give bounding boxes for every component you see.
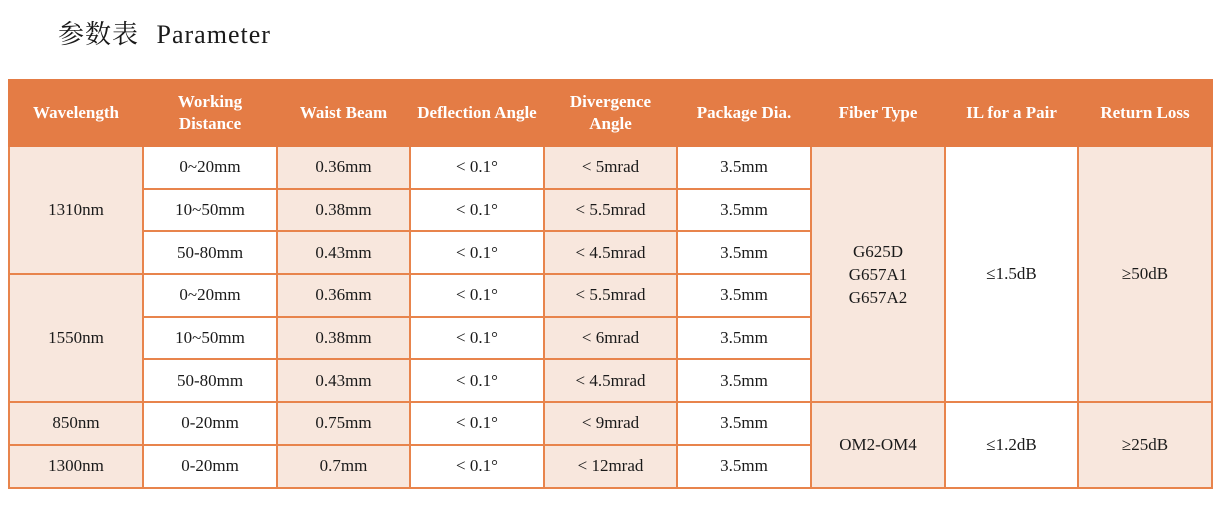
header-working-distance: Working Distance (143, 80, 277, 146)
cell-deflection-angle: < 0.1° (410, 146, 544, 189)
cell-waist-beam: 0.36mm (277, 274, 410, 317)
cell-deflection-angle: < 0.1° (410, 274, 544, 317)
cell-il-for-a-pair: ≤1.2dB (945, 402, 1078, 487)
cell-deflection-angle: < 0.1° (410, 317, 544, 360)
cell-waist-beam: 0.38mm (277, 317, 410, 360)
header-il-for-a-pair: IL for a Pair (945, 80, 1078, 146)
cell-fiber-type (811, 402, 945, 487)
cell-deflection-angle: < 0.1° (410, 359, 544, 402)
cell-working-distance: 0-20mm (143, 402, 277, 445)
cell-package-dia: 3.5mm (677, 189, 811, 232)
cell-divergence-angle: < 5mrad (544, 146, 677, 189)
cell-deflection-angle: < 0.1° (410, 231, 544, 274)
cell-return-loss: ≥50dB (1078, 146, 1212, 402)
cell-divergence-angle: < 12mrad (544, 445, 677, 488)
fiber-type-item: G657A1 (848, 264, 908, 284)
table-header-row (9, 80, 1212, 146)
cell-package-dia: 3.5mm (677, 445, 811, 488)
header-fiber-type: Fiber Type (811, 80, 945, 146)
cell-package-dia: 3.5mm (677, 231, 811, 274)
cell-waist-beam: 0.43mm (277, 231, 410, 274)
cell-fiber-type (811, 146, 945, 402)
fiber-type-item: G657A2 (848, 287, 908, 307)
cell-waist-beam: 0.7mm (277, 445, 410, 488)
cell-divergence-angle: < 4.5mrad (544, 231, 677, 274)
cell-il-for-a-pair: ≤1.5dB (945, 146, 1078, 402)
cell-working-distance: 0-20mm (143, 445, 277, 488)
cell-divergence-angle: < 4.5mrad (544, 359, 677, 402)
table-body (9, 146, 1212, 488)
cell-wavelength: 1310nm (9, 146, 143, 274)
cell-wavelength: 850nm (9, 402, 143, 445)
cell-package-dia: 3.5mm (677, 402, 811, 445)
cell-package-dia: 3.5mm (677, 317, 811, 360)
cell-deflection-angle: < 0.1° (410, 189, 544, 232)
cell-working-distance: 50-80mm (143, 231, 277, 274)
cell-divergence-angle: < 6mrad (544, 317, 677, 360)
title-english: Parameter (156, 20, 271, 49)
cell-divergence-angle: < 9mrad (544, 402, 677, 445)
header-package-dia: Package Dia. (677, 80, 811, 146)
fiber-type-item: OM2-OM4 (839, 435, 917, 455)
cell-divergence-angle: < 5.5mrad (544, 189, 677, 232)
header-deflection-angle: Deflection Angle (410, 80, 544, 146)
cell-waist-beam: 0.75mm (277, 402, 410, 445)
cell-package-dia: 3.5mm (677, 359, 811, 402)
cell-waist-beam: 0.38mm (277, 189, 410, 232)
cell-working-distance: 0~20mm (143, 146, 277, 189)
cell-divergence-angle: < 5.5mrad (544, 274, 677, 317)
cell-package-dia: 3.5mm (677, 146, 811, 189)
cell-deflection-angle: < 0.1° (410, 445, 544, 488)
cell-working-distance: 10~50mm (143, 317, 277, 360)
title-chinese: 参数表 (58, 20, 140, 49)
header-waist-beam: Waist Beam (277, 80, 410, 146)
header-wavelength: Wavelength (9, 80, 143, 146)
cell-package-dia: 3.5mm (677, 274, 811, 317)
cell-working-distance: 50-80mm (143, 359, 277, 402)
fiber-type-item: G625D (852, 241, 904, 261)
header-return-loss: Return Loss (1078, 80, 1212, 146)
cell-waist-beam: 0.36mm (277, 146, 410, 189)
cell-working-distance: 10~50mm (143, 189, 277, 232)
table-row (9, 146, 1212, 189)
header-divergence-angle: Divergence Angle (544, 80, 677, 146)
cell-waist-beam: 0.43mm (277, 359, 410, 402)
table-row (9, 402, 1212, 445)
parameter-table (8, 79, 1213, 489)
cell-working-distance: 0~20mm (143, 274, 277, 317)
cell-wavelength: 1550nm (9, 274, 143, 402)
cell-return-loss: ≥25dB (1078, 402, 1212, 487)
cell-deflection-angle: < 0.1° (410, 402, 544, 445)
page-title (58, 14, 271, 51)
cell-wavelength: 1300nm (9, 445, 143, 488)
